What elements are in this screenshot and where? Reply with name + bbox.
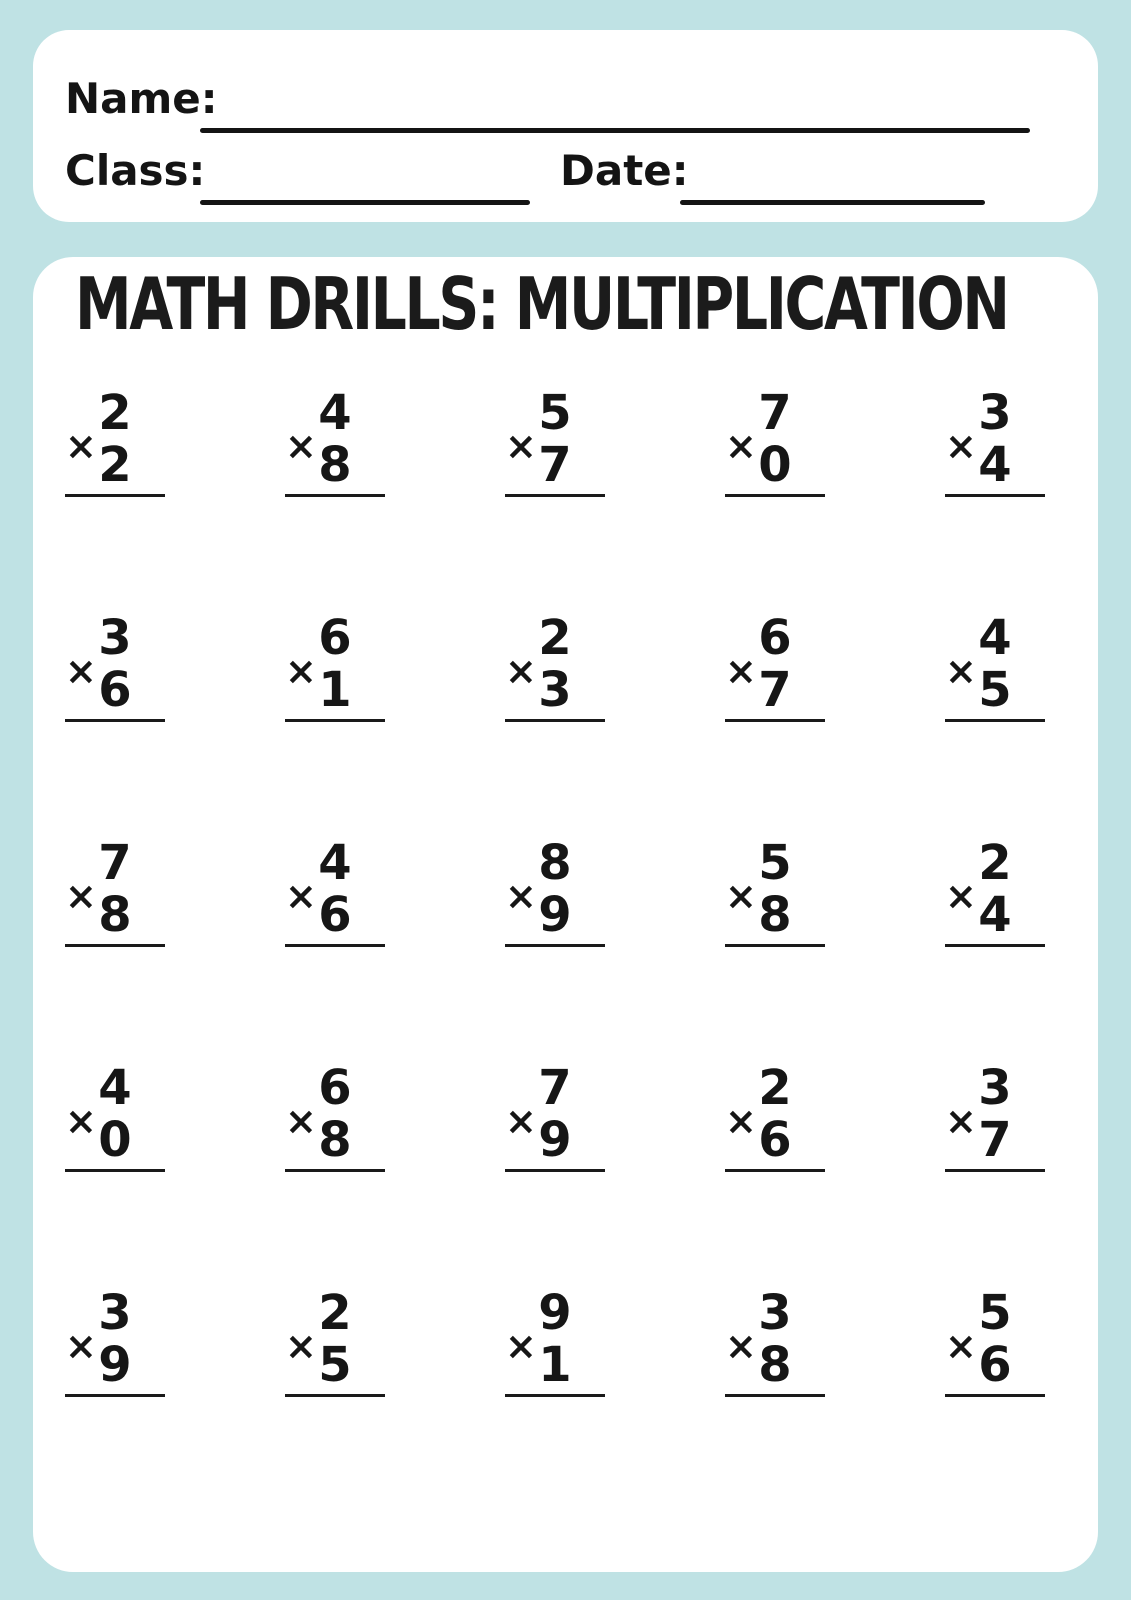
top-number: 6 [758, 610, 792, 666]
bottom-number: 5 [318, 1337, 352, 1393]
problem-row [65, 610, 1045, 845]
bottom-number: 5 [978, 662, 1012, 718]
answer-line [65, 719, 165, 722]
multiplication-problem [945, 610, 1045, 722]
bottom-number: 4 [978, 887, 1012, 943]
multiplication-problem [65, 1285, 165, 1397]
multiplication-sign: × [945, 649, 977, 693]
answer-line [65, 494, 165, 497]
top-number: 4 [318, 385, 352, 441]
top-number: 2 [758, 1060, 792, 1116]
answer-line [505, 494, 605, 497]
top-number: 7 [538, 1060, 572, 1116]
top-number: 9 [538, 1285, 572, 1341]
answer-line [65, 1169, 165, 1172]
answer-line [65, 1394, 165, 1397]
bottom-number: 1 [538, 1337, 572, 1393]
problem-row [65, 1285, 1045, 1520]
multiplication-sign: × [65, 1099, 97, 1143]
bottom-number: 3 [538, 662, 572, 718]
bottom-number: 8 [318, 437, 352, 493]
bottom-number: 8 [758, 887, 792, 943]
worksheet-title: MATH DRILLS: MULTIPLICATION [75, 262, 1008, 346]
multiplication-sign: × [285, 1324, 317, 1368]
bottom-number: 9 [538, 887, 572, 943]
answer-line [725, 1169, 825, 1172]
answer-line [285, 1169, 385, 1172]
answer-line [285, 944, 385, 947]
multiplication-sign: × [65, 649, 97, 693]
multiplication-sign: × [65, 874, 97, 918]
answer-line [945, 719, 1045, 722]
answer-line [725, 719, 825, 722]
multiplication-sign: × [505, 424, 537, 468]
multiplication-problem [65, 1060, 165, 1172]
multiplication-problem [65, 385, 165, 497]
top-number: 3 [758, 1285, 792, 1341]
top-number: 2 [538, 610, 572, 666]
top-number: 3 [98, 1285, 132, 1341]
problem-row [65, 1060, 1045, 1295]
multiplication-problem [725, 835, 825, 947]
top-number: 8 [538, 835, 572, 891]
bottom-number: 1 [318, 662, 352, 718]
bottom-number: 7 [538, 437, 572, 493]
multiplication-problem [725, 610, 825, 722]
bottom-number: 8 [318, 1112, 352, 1168]
class-label: Class: [65, 146, 206, 195]
top-number: 2 [98, 385, 132, 441]
multiplication-sign: × [65, 424, 97, 468]
bottom-number: 6 [98, 662, 132, 718]
multiplication-sign: × [945, 1324, 977, 1368]
problem-row [65, 835, 1045, 1070]
bottom-number: 8 [758, 1337, 792, 1393]
bottom-number: 6 [318, 887, 352, 943]
multiplication-sign: × [285, 1099, 317, 1143]
top-number: 3 [978, 1060, 1012, 1116]
name-label: Name: [65, 74, 218, 123]
top-number: 6 [318, 610, 352, 666]
multiplication-sign: × [945, 1099, 977, 1143]
multiplication-sign: × [945, 874, 977, 918]
multiplication-sign: × [505, 1324, 537, 1368]
multiplication-problem [505, 1060, 605, 1172]
bottom-number: 0 [98, 1112, 132, 1168]
top-number: 5 [978, 1285, 1012, 1341]
answer-line [285, 494, 385, 497]
multiplication-sign: × [945, 424, 977, 468]
date-input-line [680, 200, 985, 205]
top-number: 5 [758, 835, 792, 891]
bottom-number: 6 [978, 1337, 1012, 1393]
multiplication-problem [285, 610, 385, 722]
multiplication-problem [505, 385, 605, 497]
multiplication-sign: × [725, 1099, 757, 1143]
multiplication-sign: × [285, 649, 317, 693]
bottom-number: 2 [98, 437, 132, 493]
multiplication-sign: × [505, 649, 537, 693]
bottom-number: 9 [538, 1112, 572, 1168]
name-input-line [200, 128, 1030, 133]
answer-line [505, 1169, 605, 1172]
multiplication-problem [945, 835, 1045, 947]
answer-line [725, 494, 825, 497]
multiplication-problem [945, 1285, 1045, 1397]
multiplication-problem [725, 1285, 825, 1397]
date-label: Date: [560, 146, 689, 195]
multiplication-sign: × [725, 649, 757, 693]
multiplication-problem [945, 1060, 1045, 1172]
top-number: 3 [978, 385, 1012, 441]
answer-line [285, 1394, 385, 1397]
top-number: 2 [318, 1285, 352, 1341]
multiplication-sign: × [725, 874, 757, 918]
answer-line [725, 944, 825, 947]
multiplication-problem [725, 1060, 825, 1172]
multiplication-problem [65, 610, 165, 722]
multiplication-problem [945, 385, 1045, 497]
multiplication-problem [725, 385, 825, 497]
top-number: 6 [318, 1060, 352, 1116]
answer-line [945, 1394, 1045, 1397]
answer-line [285, 719, 385, 722]
problems-grid [33, 385, 1098, 1520]
student-info-card [33, 30, 1098, 222]
multiplication-problem [505, 1285, 605, 1397]
bottom-number: 7 [978, 1112, 1012, 1168]
top-number: 5 [538, 385, 572, 441]
answer-line [945, 1169, 1045, 1172]
answer-line [945, 944, 1045, 947]
answer-line [505, 944, 605, 947]
top-number: 3 [98, 610, 132, 666]
multiplication-problem [285, 385, 385, 497]
bottom-number: 8 [98, 887, 132, 943]
worksheet-card [33, 257, 1098, 1572]
multiplication-sign: × [505, 1099, 537, 1143]
answer-line [505, 719, 605, 722]
multiplication-sign: × [725, 1324, 757, 1368]
multiplication-sign: × [65, 1324, 97, 1368]
multiplication-sign: × [285, 424, 317, 468]
multiplication-problem [285, 835, 385, 947]
multiplication-sign: × [725, 424, 757, 468]
bottom-number: 6 [758, 1112, 792, 1168]
answer-line [945, 494, 1045, 497]
bottom-number: 0 [758, 437, 792, 493]
top-number: 4 [318, 835, 352, 891]
top-number: 7 [98, 835, 132, 891]
bottom-number: 9 [98, 1337, 132, 1393]
multiplication-sign: × [505, 874, 537, 918]
multiplication-problem [65, 835, 165, 947]
multiplication-problem [505, 835, 605, 947]
top-number: 4 [978, 610, 1012, 666]
answer-line [725, 1394, 825, 1397]
top-number: 4 [98, 1060, 132, 1116]
problem-row [65, 385, 1045, 620]
class-input-line [200, 200, 530, 205]
multiplication-problem [285, 1285, 385, 1397]
top-number: 7 [758, 385, 792, 441]
top-number: 2 [978, 835, 1012, 891]
bottom-number: 7 [758, 662, 792, 718]
answer-line [65, 944, 165, 947]
bottom-number: 4 [978, 437, 1012, 493]
multiplication-problem [285, 1060, 385, 1172]
answer-line [505, 1394, 605, 1397]
multiplication-sign: × [285, 874, 317, 918]
multiplication-problem [505, 610, 605, 722]
